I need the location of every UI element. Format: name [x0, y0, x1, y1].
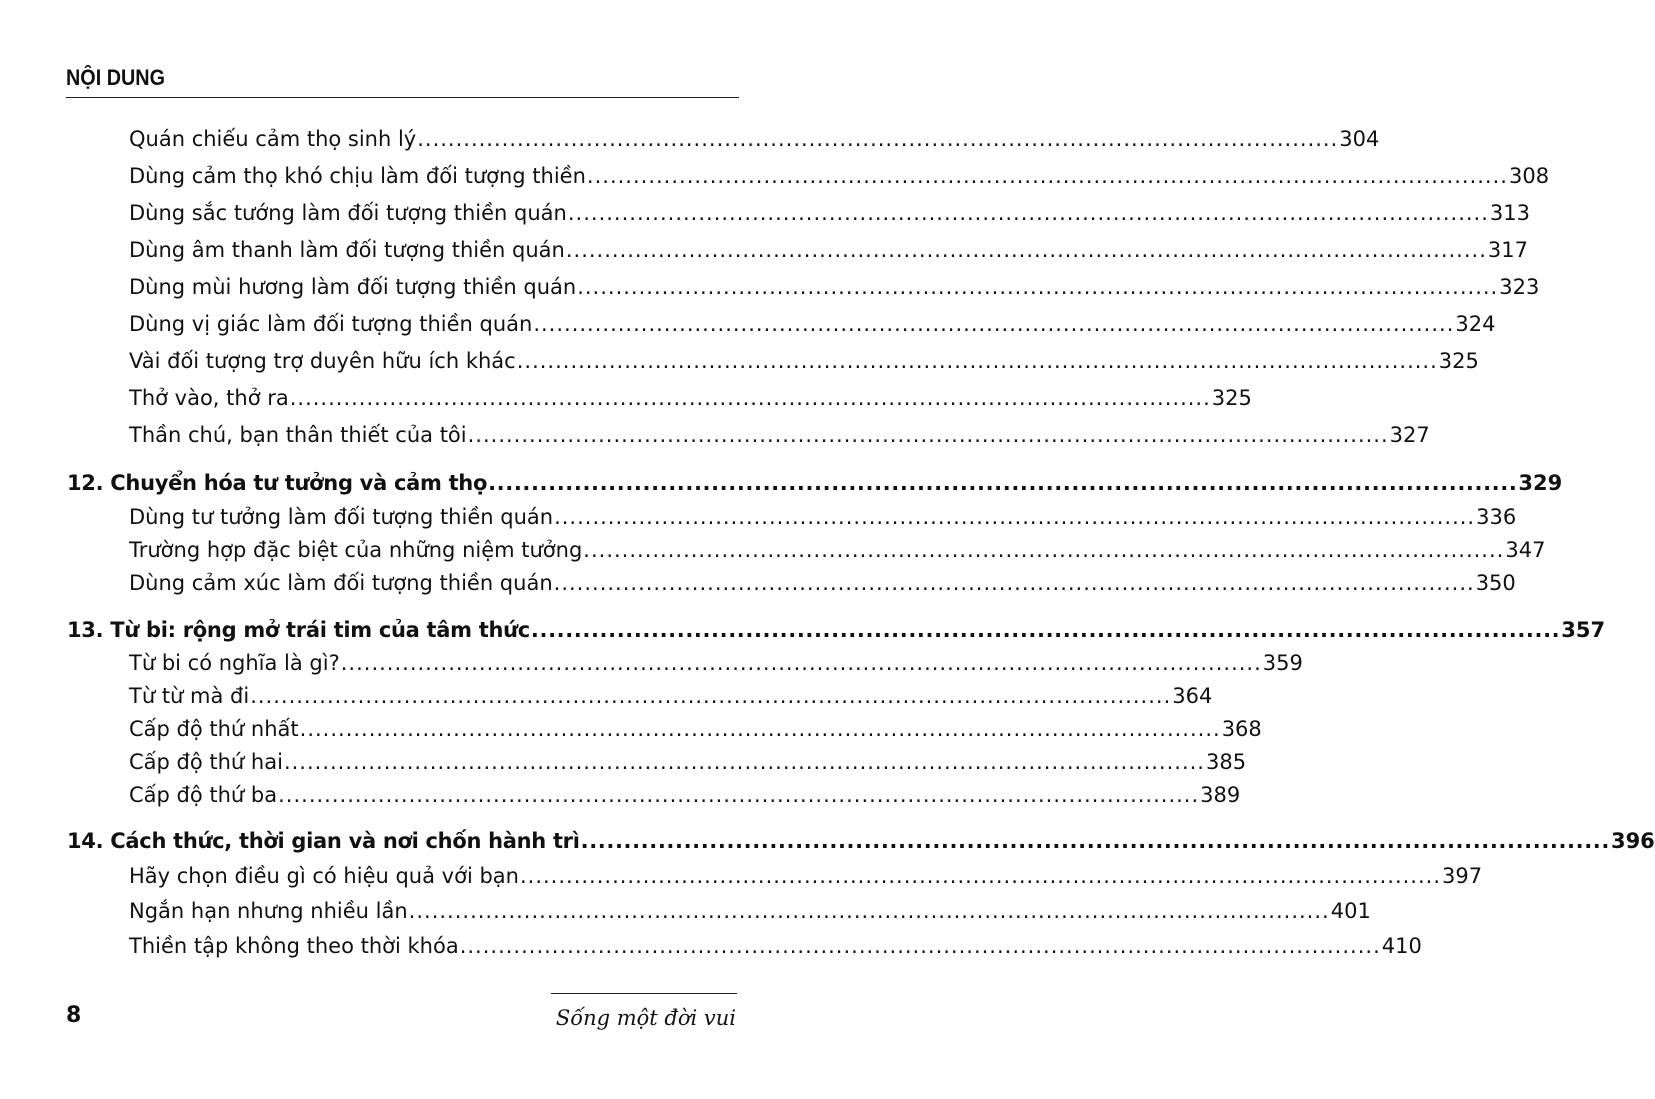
dot-leader: ........................................................................................................................: [586, 164, 1508, 188]
toc-chapter-page: 329: [1518, 471, 1563, 495]
dot-leader: ........................................................................................................................: [530, 618, 1561, 642]
dot-leader: ........................................................................................................................: [299, 717, 1221, 741]
toc-entry-title: Thở vào, thở ra: [129, 386, 289, 410]
toc-entry[interactable]: [129, 717, 1262, 741]
toc-entry-title: Vài đối tượng trợ duyên hữu ích khác: [129, 349, 516, 373]
toc-entry[interactable]: [129, 238, 1528, 262]
toc-entry[interactable]: [129, 164, 1550, 188]
toc-entry-title: Từ bi có nghĩa là gì?: [129, 651, 340, 675]
toc-entry-title: Hãy chọn điều gì có hiệu quả với bạn: [129, 864, 519, 888]
toc-entry-page: 317: [1487, 238, 1528, 262]
dot-leader: ........................................................................................................................: [408, 899, 1330, 923]
dot-leader: ........................................................................................................................: [250, 684, 1172, 708]
toc-entry-title: Dùng mùi hương làm đối tượng thiền quán: [129, 275, 577, 299]
toc-entry-page: 325: [1211, 386, 1252, 410]
toc-entry[interactable]: [129, 201, 1531, 225]
toc-entry-title: Cấp độ thứ ba: [129, 783, 278, 807]
toc-entry[interactable]: [129, 275, 1540, 299]
toc-entry-title: Dùng cảm xúc làm đối tượng thiền quán: [129, 571, 553, 595]
dot-leader: ........................................................................................................................: [565, 238, 1487, 262]
toc-entry-title: Dùng âm thanh làm đối tượng thiền quán: [129, 238, 565, 262]
toc-entry[interactable]: [129, 783, 1241, 807]
toc-chapter-page: 357: [1561, 618, 1606, 642]
page-header-title: NỘI DUNG: [66, 65, 165, 90]
toc-entry-page: 325: [1438, 349, 1479, 373]
toc-entry[interactable]: [129, 127, 1380, 151]
footer-rule: [551, 993, 737, 994]
toc-entry-page: 385: [1205, 750, 1247, 774]
toc-entry-page: 313: [1489, 201, 1531, 225]
toc-entry[interactable]: [129, 386, 1252, 410]
toc-entry-page: 410: [1381, 934, 1422, 958]
dot-leader: ........................................................................................................................: [533, 312, 1455, 336]
dot-leader: ........................................................................................................................: [289, 386, 1211, 410]
toc-entry[interactable]: [129, 538, 1546, 562]
running-title: Sống một đời vui: [555, 1006, 736, 1030]
toc-entry-title: Thiền tập không theo thời khóa: [129, 934, 459, 958]
dot-leader: ........................................................................................................................: [519, 864, 1442, 888]
toc-entry-page: 397: [1442, 864, 1483, 888]
toc-entry[interactable]: [129, 934, 1422, 958]
toc-entry[interactable]: [129, 899, 1371, 923]
toc-entry[interactable]: [129, 505, 1517, 529]
toc-entry-title: Thần chú, bạn thân thiết của tôi: [129, 423, 467, 447]
toc-entry-page: 336: [1476, 505, 1517, 529]
dot-leader: ........................................................................................................................: [417, 127, 1339, 151]
toc-entry-title: Từ từ mà đi: [129, 684, 250, 708]
toc-entry-title: Dùng sắc tướng làm đối tượng thiền quán: [129, 201, 567, 225]
dot-leader: ........................................................................................................................: [459, 934, 1381, 958]
toc-entry[interactable]: [129, 864, 1483, 888]
toc-chapter-page: 396: [1610, 829, 1655, 853]
toc-entry[interactable]: [129, 312, 1496, 336]
toc-entry-title: Dùng vị giác làm đối tượng thiền quán: [129, 312, 533, 336]
toc-chapter[interactable]: [67, 829, 1655, 853]
dot-leader: ........................................................................................................................: [567, 201, 1489, 225]
header-rule: [66, 97, 739, 98]
toc-entry-title: Cấp độ thứ nhất: [129, 717, 299, 741]
dot-leader: ........................................................................................................................: [583, 538, 1505, 562]
dot-leader: ........................................................................................................................: [340, 651, 1262, 675]
toc-entry[interactable]: [129, 571, 1516, 595]
toc-entry-title: Dùng tư tưởng làm đối tượng thiền quán: [129, 505, 554, 529]
toc-entry-page: 327: [1389, 423, 1430, 447]
toc-entry-page: 359: [1262, 651, 1303, 675]
toc-entry-page: 350: [1475, 571, 1516, 595]
page-header: [66, 64, 738, 92]
dot-leader: ........................................................................................................................: [580, 829, 1610, 853]
dot-leader: ........................................................................................................................: [553, 571, 1475, 595]
toc-entry-title: Ngắn hạn nhưng nhiều lần: [129, 899, 408, 923]
toc-entry-page: 364: [1172, 684, 1213, 708]
toc-entry[interactable]: [129, 651, 1303, 675]
toc-entry-title: Cấp độ thứ hai: [129, 750, 283, 774]
toc-entry-page: 389: [1200, 783, 1241, 807]
toc-entry-page: 401: [1330, 899, 1371, 923]
dot-leader: ........................................................................................................................: [554, 505, 1476, 529]
toc-chapter[interactable]: [67, 618, 1606, 642]
toc-entry-page: 304: [1339, 127, 1380, 151]
dot-leader: ........................................................................................................................: [488, 471, 1518, 495]
dot-leader: ........................................................................................................................: [283, 750, 1205, 774]
dot-leader: ........................................................................................................................: [467, 423, 1389, 447]
page-number: 8: [66, 1003, 82, 1028]
toc-chapter[interactable]: [67, 471, 1563, 495]
toc-entry-page: 368: [1221, 717, 1262, 741]
dot-leader: ........................................................................................................................: [577, 275, 1499, 299]
dot-leader: ........................................................................................................................: [278, 783, 1200, 807]
toc-entry-title: Dùng cảm thọ khó chịu làm đối tượng thiền: [129, 164, 586, 188]
toc-chapter-title: 12. Chuyển hóa tư tưởng và cảm thọ: [67, 471, 488, 495]
toc-entry-page: 324: [1455, 312, 1496, 336]
toc-chapter-title: 13. Từ bi: rộng mở trái tim của tâm thức: [67, 618, 530, 642]
toc-entry-page: 323: [1499, 275, 1540, 299]
toc-entry[interactable]: [129, 750, 1247, 774]
toc-entry[interactable]: [129, 349, 1479, 373]
toc-chapter-title: 14. Cách thức, thời gian và nơi chốn hành trì: [67, 829, 580, 853]
toc-entry-page: 347: [1505, 538, 1546, 562]
dot-leader: ........................................................................................................................: [516, 349, 1438, 373]
toc-entry-page: 308: [1508, 164, 1550, 188]
toc-entry-title: Quán chiếu cảm thọ sinh lý: [129, 127, 417, 151]
toc-entry[interactable]: [129, 423, 1430, 447]
toc-entry-title: Trường hợp đặc biệt của những niệm tưởng: [129, 538, 583, 562]
toc-entry[interactable]: [129, 684, 1213, 708]
